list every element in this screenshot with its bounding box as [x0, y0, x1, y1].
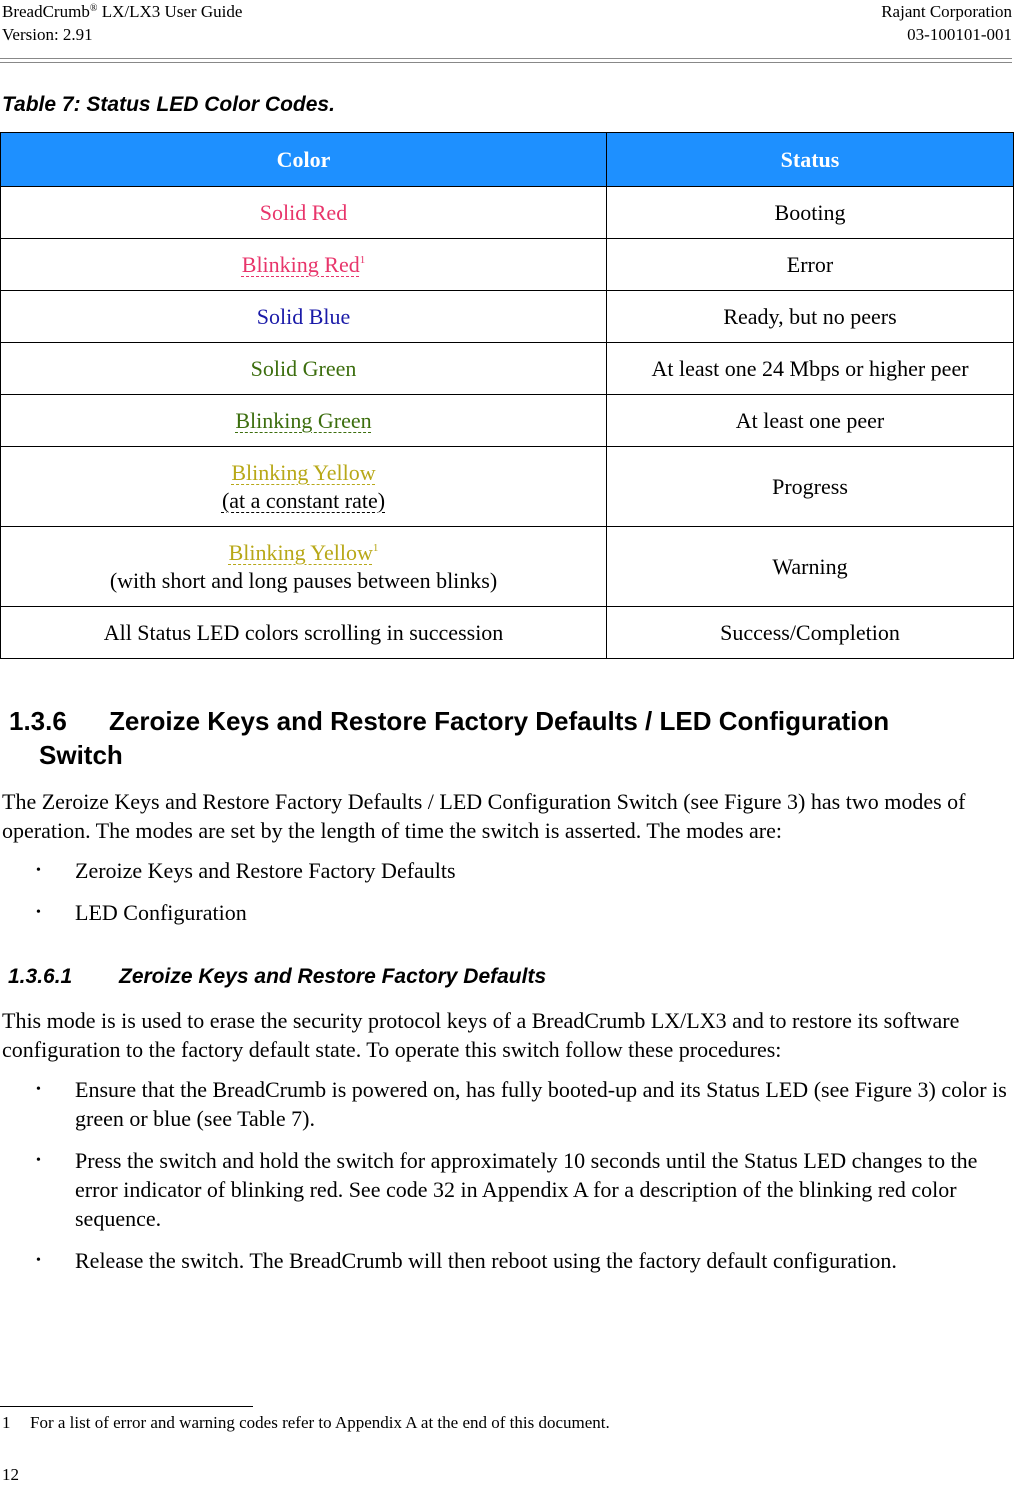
header-rule-bottom [0, 62, 1012, 63]
color-cell [1, 187, 607, 239]
running-header-left [2, 0, 242, 46]
list-item: • Press the switch and hold the switch for approximately 10 seconds until the Status LED changes to the error indicator of blinking red. See code 32 in Appendix A for a description of the blinking red color sequence. [36, 1148, 978, 1231]
company-name: Rajant Corporation [881, 2, 1012, 21]
color-note[interactable]: (at a constant rate) [221, 487, 386, 513]
list-item: • Release the switch. The BreadCrumb will then reboot using the factory default configuration. [36, 1248, 897, 1273]
subsection-title: Zeroize Keys and Restore Factory Defaults [119, 965, 547, 988]
status-cell: At least one peer [607, 395, 1014, 447]
col-header-color: Color [1, 133, 607, 187]
list-item: • LED Configuration [36, 900, 247, 925]
color-cell [1, 291, 607, 343]
modes-list [0, 856, 1012, 940]
color-cell [1, 239, 607, 291]
status-cell: Progress [607, 447, 1014, 527]
list-item: • Ensure that the BreadCrumb is powered on, has fully booted-up and its Status LED (see Figure 3) color is green or blue (see Table 7). [36, 1077, 1007, 1131]
color-link[interactable]: Blinking Red [241, 251, 360, 277]
footnote-text: For a list of error and warning codes refer to Appendix A at the end of this document. [30, 1413, 610, 1432]
table-row [1, 447, 1014, 527]
table-row [1, 343, 1014, 395]
subsection-heading [3, 964, 546, 990]
section-intro-paragraph: The Zeroize Keys and Restore Factory Defaults / LED Configuration Switch (see Figure 3) has two modes of operation. The modes are set by the length of time the switch is asserted. The modes are: [2, 789, 966, 843]
doc-title: BreadCrumb® LX/LX3 User Guide [2, 2, 243, 21]
color-label: Solid Red [259, 199, 348, 225]
procedure-list [0, 1075, 1012, 1288]
color-label: Solid Green [250, 355, 357, 381]
color-cell [1, 447, 607, 527]
status-cell: Ready, but no peers [607, 291, 1014, 343]
color-cell [1, 395, 607, 447]
table-row [1, 239, 1014, 291]
status-cell: Booting [607, 187, 1014, 239]
table-row [1, 527, 1014, 607]
col-header-status: Status [607, 133, 1014, 187]
page-number: 12 [2, 1465, 19, 1484]
color-cell: All Status LED colors scrolling in succession [1, 607, 607, 659]
section-number: 1.3.6 [9, 706, 67, 736]
table-row [1, 291, 1014, 343]
status-cell: Success/Completion [607, 607, 1014, 659]
bullet-icon: • [36, 1153, 41, 1168]
header-rule-top [0, 58, 1012, 59]
color-note: (with short and long pauses between blinks) [109, 567, 498, 593]
status-cell: At least one 24 Mbps or higher peer [607, 343, 1014, 395]
bullet-icon: • [36, 1253, 41, 1268]
bullet-icon: • [36, 1082, 41, 1097]
bullet-icon: • [36, 863, 41, 878]
section-heading [3, 704, 1003, 772]
section-title-line2: Switch [39, 740, 123, 770]
table-row [1, 187, 1014, 239]
status-led-table [0, 132, 1014, 659]
footnote-separator [0, 1406, 253, 1407]
table-caption: Table 7: Status LED Color Codes. [2, 93, 335, 116]
color-label: Solid Blue [256, 303, 351, 329]
section-title-line1: Zeroize Keys and Restore Factory Defaults / LED Configuration [109, 706, 890, 736]
color-cell [1, 527, 607, 607]
color-link[interactable]: Blinking Green [235, 407, 372, 433]
running-header-right [881, 0, 1012, 46]
doc-version: Version: 2.91 [2, 25, 93, 44]
footnote [2, 1412, 610, 1434]
bullet-icon: • [36, 905, 41, 920]
list-item: • Zeroize Keys and Restore Factory Defaults [36, 858, 456, 883]
footnote-number: 1 [2, 1413, 11, 1432]
status-cell: Error [607, 239, 1014, 291]
color-link[interactable]: Blinking Yellow [228, 539, 373, 565]
color-cell [1, 343, 607, 395]
color-link[interactable]: Blinking Yellow [231, 459, 376, 485]
status-cell: Warning [607, 527, 1014, 607]
table-header-row [1, 133, 1014, 187]
subsection-intro-paragraph: This mode is is used to erase the security protocol keys of a BreadCrumb LX/LX3 and to restore its software configuration to the factory default state. To operate this switch follow these procedures: [2, 1008, 960, 1062]
footnote-ref[interactable]: 1 [359, 253, 366, 266]
registered-mark: ® [89, 3, 98, 14]
doc-number: 03-100101-001 [907, 25, 1012, 44]
table-row [1, 607, 1014, 659]
subsection-number: 1.3.6.1 [8, 965, 73, 988]
footnote-ref[interactable]: 1 [372, 541, 379, 554]
table-row [1, 395, 1014, 447]
